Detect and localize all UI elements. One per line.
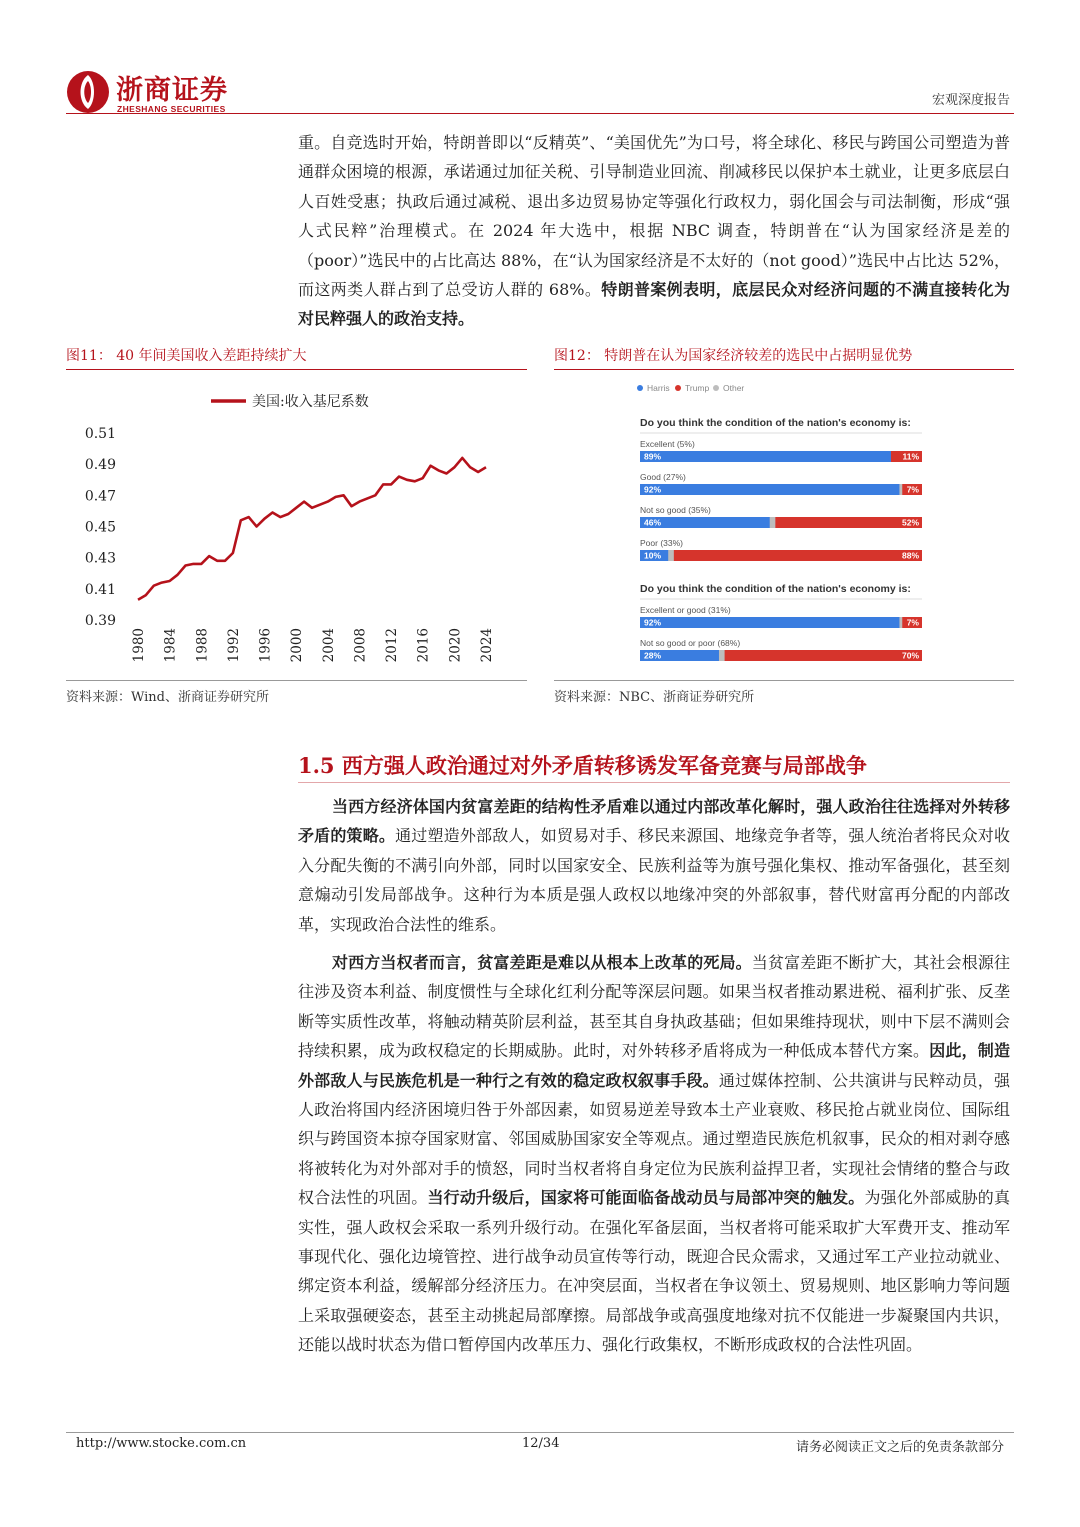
legend-dot-harris xyxy=(637,385,643,391)
gini-series-line xyxy=(138,458,486,600)
bar-harris-label: 92% xyxy=(644,484,662,495)
bar-harris-label: 10% xyxy=(644,550,662,561)
x-tick-label: 2000 xyxy=(289,628,306,663)
row-label: Poor (33%) xyxy=(640,538,683,548)
fig12-title: 图12： 特朗普在认为国家经济较差的选民中占据明显优势 xyxy=(554,348,913,364)
nbc-poll-bar-chart xyxy=(554,375,1014,675)
x-tick-label: 1980 xyxy=(131,628,147,663)
legend-label-other: Other xyxy=(723,383,745,393)
intro-paragraph xyxy=(298,128,1010,334)
para1-text: 通过塑造外部敌人，如贸易对手、移民来源国、地缘竞争者等，强人统治者将民众对收入分配失衡的不满引向外部，同时以国家安全、民族利益等为旗号强化集权、推动军备强化，甚至刻意煽动引发局部战争。这种行为本质是强人政权以地缘冲突的外部叙事，替代财富再分配的内部改革，实现政治合法性的维系。 xyxy=(298,826,1010,934)
x-tick-label: 2024 xyxy=(479,628,495,663)
y-tick-label: 0.51 xyxy=(84,426,116,442)
para2-text2: 通过媒体控制、公共演讲与民粹动员，强人政治将国内经济困境归咎于外部因素，如贸易逆差导致本土产业衰败、移民抢占就业岗位、国际组织与跨国资本掠夺国家财富、邻国威胁国家安全等观点。通过塑造民族危机叙事，民众的相对剥夺感将被转化为对外部对手的愤怒，同时当权者将自身定位为民族利益捍卫者，实现社会情绪的整合与政权合法性的巩固。 xyxy=(298,1070,1010,1208)
footer-url[interactable]: http://www.stocke.com.cn xyxy=(76,1436,247,1451)
gini-line-chart xyxy=(66,375,527,675)
header-divider xyxy=(66,113,1014,114)
y-tick-label: 0.43 xyxy=(84,550,116,567)
page-number: 12/34 xyxy=(522,1436,560,1451)
para2-bold1: 对西方当权者而言，贫富差距是难以从根本上改革的死局。 xyxy=(332,953,752,972)
section-title: 1.5 西方强人政治通过对外矛盾转移诱发军备竞赛与局部战争 xyxy=(298,753,867,778)
x-tick-label: 2004 xyxy=(320,628,337,663)
legend-label-trump: Trump xyxy=(685,383,710,393)
bar-trump-label: 52% xyxy=(901,517,919,528)
para2-bold3: 当行动升级后，国家将可能面临备战动员与局部冲突的触发。 xyxy=(427,1188,865,1208)
bar-harris xyxy=(640,617,899,628)
bar-harris xyxy=(640,484,899,495)
bar-harris-label: 89% xyxy=(644,451,662,462)
footer-disclaimer: 请务必阅读正文之后的免责条款部分 xyxy=(795,1440,1004,1455)
row-label: Excellent (5%) xyxy=(640,439,695,449)
x-tick-label: 1996 xyxy=(257,628,274,663)
fig12-source: 资料来源：NBC、浙商证券研究所 xyxy=(554,690,755,705)
legend-dot-trump xyxy=(675,385,681,391)
paragraph-2 xyxy=(298,948,1010,1360)
question-title: Do you think the condition of the nation's economy is: xyxy=(640,417,911,429)
fig11-top-rule xyxy=(66,369,527,370)
bar-harris xyxy=(640,451,891,462)
bar-trump-label: 88% xyxy=(901,550,919,561)
fig12-top-rule xyxy=(554,369,1014,370)
fig11-title: 图11： 40 年间美国收入差距持续扩大 xyxy=(66,348,307,364)
intro-text: 重。自竞选时开始，特朗普即以“反精英”、“美国优先”为口号，将全球化、移民与跨国公司塑造为普通群众困境的根源，承诺通过加征关税、引导制造业回流、削减移民以保护本土就业，让更多底层白人百姓受惠；执政后通过减税、退出多边贸易协定等强化行政权力，弱化国会与司法制衡，形成“强人式民粹”治理模式。在 2024 年大选中，根据 NBC 调查，特朗普在“认为国家经济是差的（poor）”选民中的占比高达 88%，在“认为国家经济是不太好的（not good）”选民中占比达 52%，而这两类人群占到了总受访人群的 68%。 xyxy=(298,133,1010,300)
row-label: Excellent or good (31%) xyxy=(640,605,731,615)
bar-harris-label: 28% xyxy=(644,650,662,661)
y-tick-label: 0.47 xyxy=(84,488,116,505)
bar-trump-label: 70% xyxy=(901,650,919,661)
bar-trump xyxy=(775,517,922,528)
x-tick-label: 1984 xyxy=(162,628,179,663)
para2-text1: 当贫富差距不断扩大，其社会根源往往涉及资本利益、制度惯性与全球化红利分配等深层问题。如果当权者推动累进税、福利扩张、反垄断等实质性改革，将触动精英阶层利益，甚至其自身执政基础；但如果维持现状，则中下层不满则会持续积累，成为政权稳定的长期威胁。此时，对外转移矛盾将成为一种低成本替代方案。 xyxy=(298,953,1010,1061)
fig12-bottom-rule xyxy=(554,680,1014,681)
bar-trump xyxy=(725,650,922,661)
question-title: Do you think the condition of the nation's economy is: xyxy=(640,583,911,595)
fig11-bottom-rule xyxy=(66,680,527,681)
x-tick-label: 2012 xyxy=(384,628,401,663)
x-tick-label: 2016 xyxy=(415,628,432,663)
x-tick-label: 1988 xyxy=(194,628,211,663)
section-rule xyxy=(298,782,1010,783)
intro-bold: 特朗普案例表明，底层民众对经济问题的不满直接转化为对民粹强人的政治支持。 xyxy=(298,280,1010,329)
x-tick-label: 2020 xyxy=(447,628,464,663)
legend-label-harris: Harris xyxy=(647,383,670,393)
y-tick-label: 0.41 xyxy=(84,581,116,598)
para2-text3: 为强化外部威胁的真实性，强人政权会采取一系列升级行动。在强化军备层面，当权者将可能采取扩大军费开支、推动军事现代化、强化边境管控、进行战争动员宣传等行动，既迎合民众需求，又通过军工产业拉动就业、绑定资本利益，缓解部分经济压力。在冲突层面，当权者在争议领土、贸易规则、地区影响力等问题上采取强硬姿态，甚至主动挑起局部摩擦。局部战争或高强度地缘对抗不仅能进一步凝聚国内共识，还能以战时状态为借口暂停国内改革压力、强化行政集权，不断形成政权的合法性巩固。 xyxy=(298,1188,1010,1355)
bar-trump xyxy=(674,550,922,561)
legend-label: 美国:收入基尼系数 xyxy=(252,394,369,410)
paragraph-1 xyxy=(298,792,1010,939)
row-label: Good (27%) xyxy=(640,472,686,482)
logo-chinese-name: 浙商证券 xyxy=(116,75,228,106)
row-label: Not so good or poor (68%) xyxy=(640,638,741,648)
bar-trump-label: 7% xyxy=(906,617,919,628)
y-tick-label: 0.39 xyxy=(84,613,116,629)
fig11-source: 资料来源：Wind、浙商证券研究所 xyxy=(66,690,269,705)
para2-bold2: 因此，制造外部敌人与民族危机是一种行之有效的稳定政权叙事手段。 xyxy=(298,1041,1010,1090)
report-type: 宏观深度报告 xyxy=(931,93,1010,108)
footer-divider xyxy=(66,1432,1014,1433)
logo-english-name: ZHESHANG SECURITIES xyxy=(117,104,226,114)
y-tick-label: 0.45 xyxy=(84,519,116,536)
y-tick-label: 0.49 xyxy=(84,457,116,474)
company-logo-icon xyxy=(66,70,110,114)
bar-harris-label: 46% xyxy=(644,517,662,528)
x-tick-label: 1992 xyxy=(225,628,242,663)
para1-bold: 当西方经济体国内贫富差距的结构性矛盾难以通过内部改革化解时，强人政治往往选择对外转移矛盾的策略。 xyxy=(298,797,1010,846)
row-label: Not so good (35%) xyxy=(640,505,711,515)
bar-trump-label: 7% xyxy=(906,484,919,495)
x-tick-label: 2008 xyxy=(352,628,369,663)
legend-dot-other xyxy=(713,385,719,391)
bar-trump-label: 11% xyxy=(902,451,919,462)
bar-harris-label: 92% xyxy=(644,617,662,628)
